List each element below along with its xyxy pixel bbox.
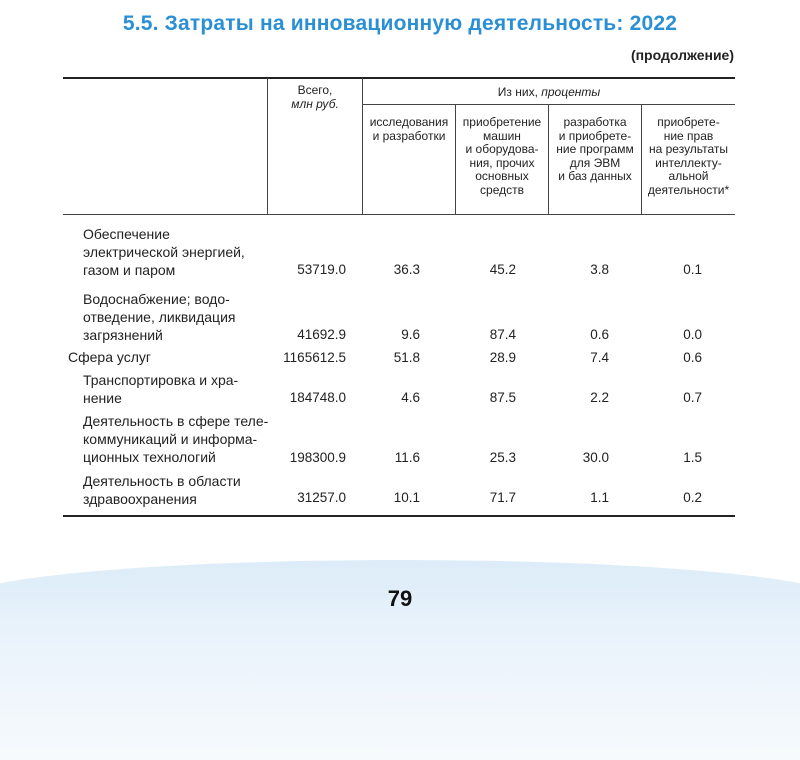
header-group-unit: проценты <box>541 85 601 99</box>
page-title: 5.5. Затраты на инновационную деятельность: 2022 <box>122 12 678 35</box>
cell-machines: 87.5 <box>489 390 516 405</box>
cell-rights: 0.1 <box>683 262 702 277</box>
header-machines: приобретение машин и оборудова- ния, прочих основных средств <box>462 115 542 197</box>
cell-research: 36.3 <box>393 262 420 277</box>
cell-total: 1165612.5 <box>283 350 346 365</box>
cell-software: 7.4 <box>590 350 609 365</box>
row-label: Обеспечение электрической энергией, газом и паром <box>83 226 245 278</box>
cell-rights: 0.0 <box>683 327 702 342</box>
table-top-rule <box>63 77 735 79</box>
continuation-note: (продолжение) <box>630 47 734 63</box>
row-label: Деятельность в сфере теле- коммуникаций и информа- ционных технологий <box>83 413 269 465</box>
cell-rights: 0.2 <box>683 490 702 505</box>
cell-total: 184748.0 <box>289 390 346 405</box>
cell-software: 2.2 <box>590 390 609 405</box>
header-bottom-rule <box>63 214 735 215</box>
cell-rights: 1.5 <box>683 450 702 465</box>
header-research: исследования и разработки <box>369 115 449 143</box>
cell-research: 51.8 <box>393 350 420 365</box>
cell-total: 41692.9 <box>297 327 346 342</box>
row-label: Деятельность в области здравоохранения <box>83 473 241 507</box>
header-group-label: Из них, <box>497 85 538 99</box>
cell-research: 11.6 <box>394 450 420 465</box>
cell-research: 4.6 <box>401 390 420 405</box>
table-bottom-rule <box>63 515 735 517</box>
header-rights: приобрете- ние прав на результаты интеллекту- альной деятельности* <box>647 115 730 197</box>
cell-machines: 45.2 <box>489 262 516 277</box>
cell-machines: 25.3 <box>489 450 516 465</box>
cell-total: 53719.0 <box>297 262 346 277</box>
header-total-label: Всего, <box>297 83 333 97</box>
cell-research: 10.1 <box>393 490 420 505</box>
header-group <box>363 86 735 100</box>
header-software: разработка и приобрете- ние программ для ЭВМ и баз данных <box>556 115 634 183</box>
cell-total: 198300.9 <box>289 450 346 465</box>
row-label: Сфера услуг <box>68 349 151 365</box>
cell-software: 30.0 <box>582 450 609 465</box>
header-total <box>268 84 362 111</box>
cell-rights: 0.6 <box>683 350 702 365</box>
cell-total: 31257.0 <box>297 490 346 505</box>
cell-machines: 87.4 <box>489 327 516 342</box>
header-total-unit: млн руб. <box>291 96 339 111</box>
cell-rights: 0.7 <box>683 390 702 405</box>
cell-software: 3.8 <box>590 262 609 277</box>
cell-machines: 28.9 <box>489 350 516 365</box>
cell-software: 0.6 <box>590 327 609 342</box>
page-number: 79 <box>387 586 413 611</box>
row-label: Транспортировка и хра- нение <box>83 372 239 406</box>
cell-software: 1.1 <box>590 490 609 505</box>
cell-research: 9.6 <box>401 327 420 342</box>
row-label: Водоснабжение; водо- отведение, ликвидация загрязнений <box>83 291 236 343</box>
cell-machines: 71.7 <box>489 490 516 505</box>
